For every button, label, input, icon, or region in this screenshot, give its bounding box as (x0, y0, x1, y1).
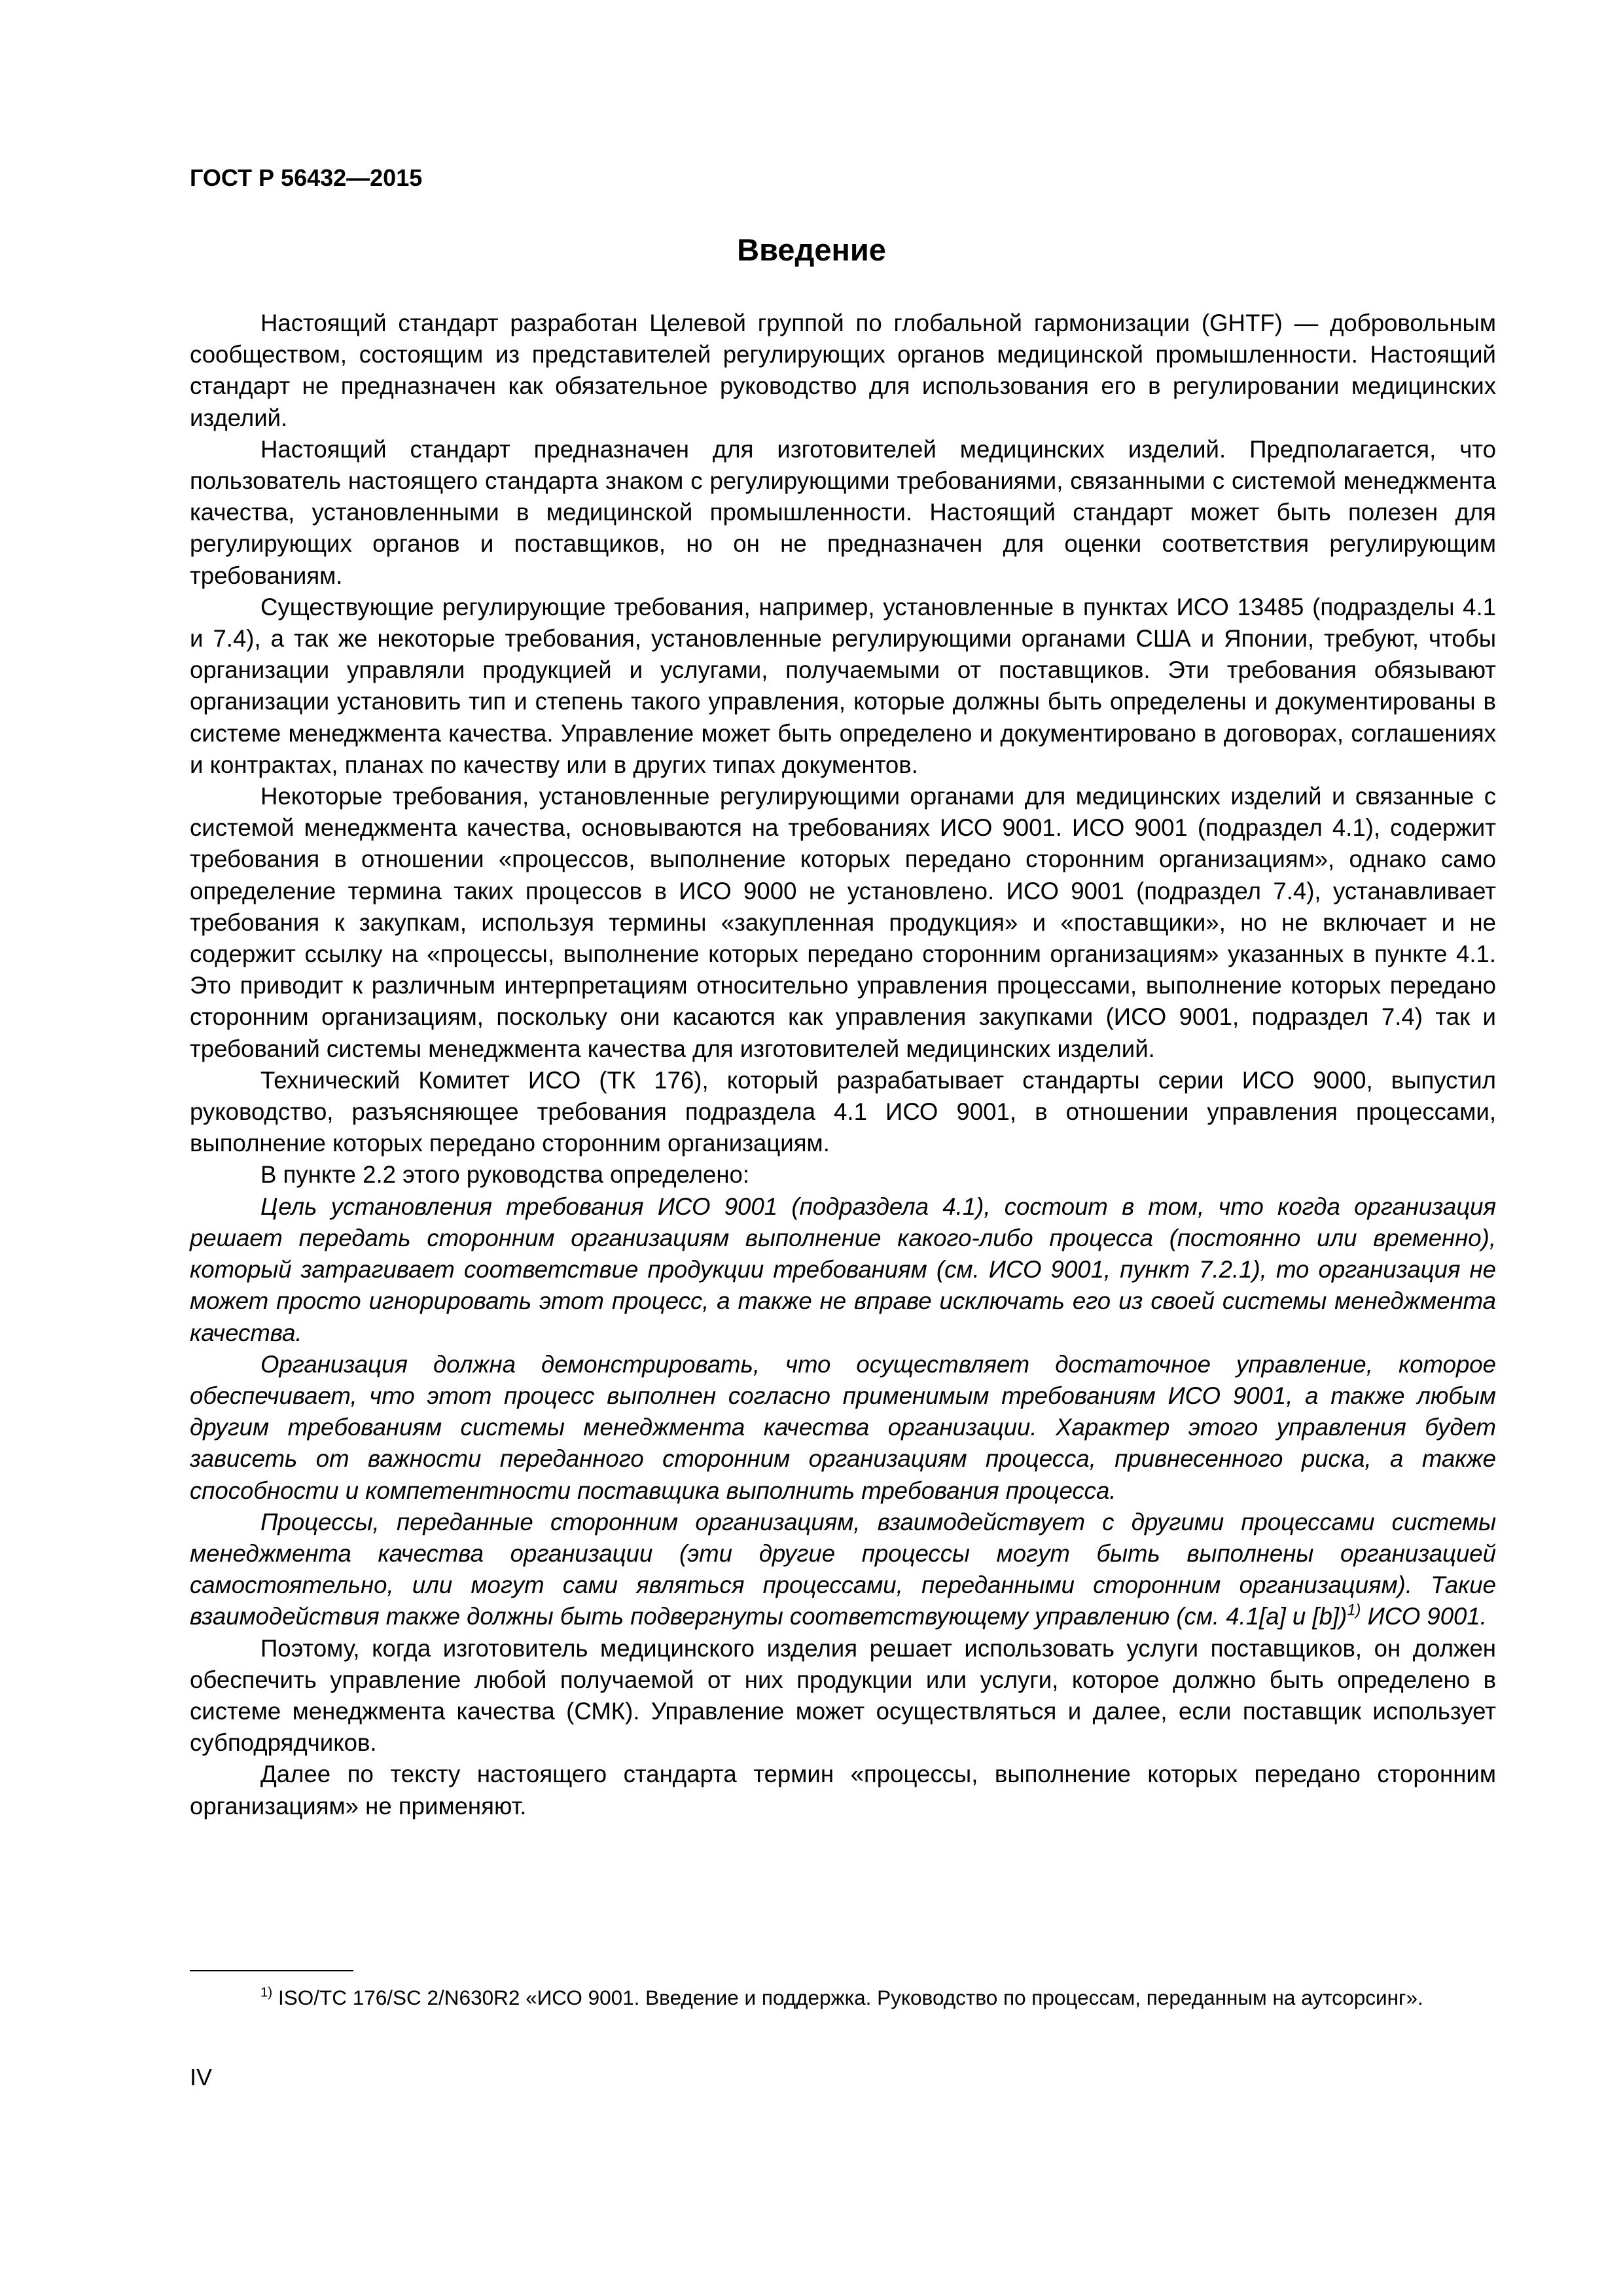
paragraph-intro-5: Технический Комитет ИСО (ТК 176), который разрабатывает стандарты серии ИСО 9000, выпустил руководство, разъясняющее требования подраздела 4.1 ИСО 9001, в отношении управления процессами, выполнение которых передано сторонним организациям. (190, 1066, 1496, 1157)
quote-paragraph-1: Цель установления требования ИСО 9001 (подраздела 4.1), состоит в том, что когда организация решает передать сторонним организациям выполнение какого-либо процесса (постоянно или временно), который затрагивает соответствие продукции требованиям (см. ИСО 9001, пункт 7.2.1), то организация не может просто игнорировать этот процесс, а также не вправе исключать его из своей системы менеджмента качества. (190, 1193, 1496, 1346)
footnote (190, 1983, 1496, 2012)
footnote-text: ISO/TC 176/SC 2/N630R2 «ИСО 9001. Введение и поддержка. Руководство по процессам, переданным на аутсорсинг». (272, 1986, 1423, 2009)
paragraph-intro-2: Настоящий стандарт предназначен для изготовителей медицинских изделий. Предполагается, что пользователь настоящего стандарта знаком с регулирующими требованиями, связанными с системой менеджмента качества, установленными в медицинской промышленности. Настоящий стандарт может быть полезен для регулирующих органов и поставщиков, но он не предназначен для оценки соответствия регулирующим требованиям. (190, 435, 1496, 589)
paragraph-intro-3: Существующие регулирующие требования, например, установленные в пунктах ИСО 13485 (подразделы 4.1 и 7.4), а так же некоторые требования, установленные регулирующими органами США и Японии, требуют, чтобы организации управляли продукцией и услугами, получаемыми от поставщиков. Эти требования обязывают организации установить тип и степень такого управления, которые должны быть определены и документированы в системе менеджмента качества. Управление может быть определено и документировано в договорах, соглашениях и контрактах, планах по качеству или в других типах документов. (190, 593, 1496, 778)
paragraph-intro-1: Настоящий стандарт разработан Целевой группой по глобальной гармонизации (GHTF) — добровольным сообществом, состоящим из представителей регулирующих органов медицинской промышленности. Настоящий стандарт не предназначен как обязательное руководство для использования его в регулировании медицинских изделий. (190, 310, 1496, 431)
footnote-paragraph (190, 1983, 1496, 2012)
page-number: IV (190, 2064, 213, 2090)
paragraph-intro-4: Некоторые требования, установленные регулирующими органами для медицинских изделий и связанные с системой менеджмента качества, основываются на требованиях ИСО 9001. ИСО 9001 (подраздел 4.1), содержит требования в отношении «процессов, выполнение которых передано сторонним организациям», однако само определение термина таких процессов в ИСО 9000 не установлено. ИСО 9001 (подраздел 7.4), устанавливает требования к закупкам, используя термины «закупленная продукция» и «поставщики», но не включает и не содержит ссылку на «процессы, выполнение которых передано сторонним организациям» указанных в пункте 4.1. Это приводит к различным интерпретациям относительно управления процессами, выполнение которых передано сторонним организациям, поскольку они касаются как управления закупками (ИСО 9001, подраздел 7.4) так и требований системы менеджмента качества для изготовителей медицинских изделий. (190, 783, 1496, 1062)
footnote-separator (190, 1970, 353, 1971)
document-code: ГОСТ Р 56432—2015 (190, 164, 423, 191)
paragraph-closing-1: Поэтому, когда изготовитель медицинского изделия решает использовать услуги поставщиков, он должен обеспечить управление любой получаемой от них продукции или услуги, которое должно быть определено в системе менеджмента качества (СМК). Управление может осуществляться и далее, если поставщик использует субподрядчиков. (190, 1634, 1496, 1757)
section-title: Введение (737, 232, 886, 267)
paragraph-intro-6: В пункте 2.2 этого руководства определено: (260, 1161, 750, 1189)
footnote-marker: 1) (260, 1984, 273, 2000)
quote-paragraph-3 (190, 1507, 1496, 1633)
body-text (190, 308, 1496, 1822)
footnote-reference: 1) (1347, 1602, 1361, 1620)
quote-paragraph-2: Организация должна демонстрировать, что осуществляет достаточное управление, которое обеспечивает, что этот процесс выполнен согласно применимым требованиям ИСО 9001, а также любым другим требованиям системы менеджмента качества организации. Характер этого управления будет зависеть от важности переданного сторонним организациям процесса, привнесенного риска, а также способности и компетентности поставщика выполнить требования процесса. (190, 1350, 1496, 1504)
paragraph-closing-2: Далее по тексту настоящего стандарта термин «процессы, выполнение которых передано сторонним организациям» не применяют. (190, 1761, 1496, 1820)
quote-paragraph-3-text: Процессы, переданные сторонним организациям, взаимодействует с другими процессами системы менеджмента качества организации (эти другие процессы могут быть выполнены организацией самостоятельно, или могут сами являться процессами, переданными сторонним организациям). Такие взаимодействия также должны быть подвергнуты соответствующему управлению (см. 4.1[a] и [b]) (190, 1508, 1496, 1630)
quote-paragraph-3-tail: ИСО 9001. (1361, 1603, 1487, 1630)
